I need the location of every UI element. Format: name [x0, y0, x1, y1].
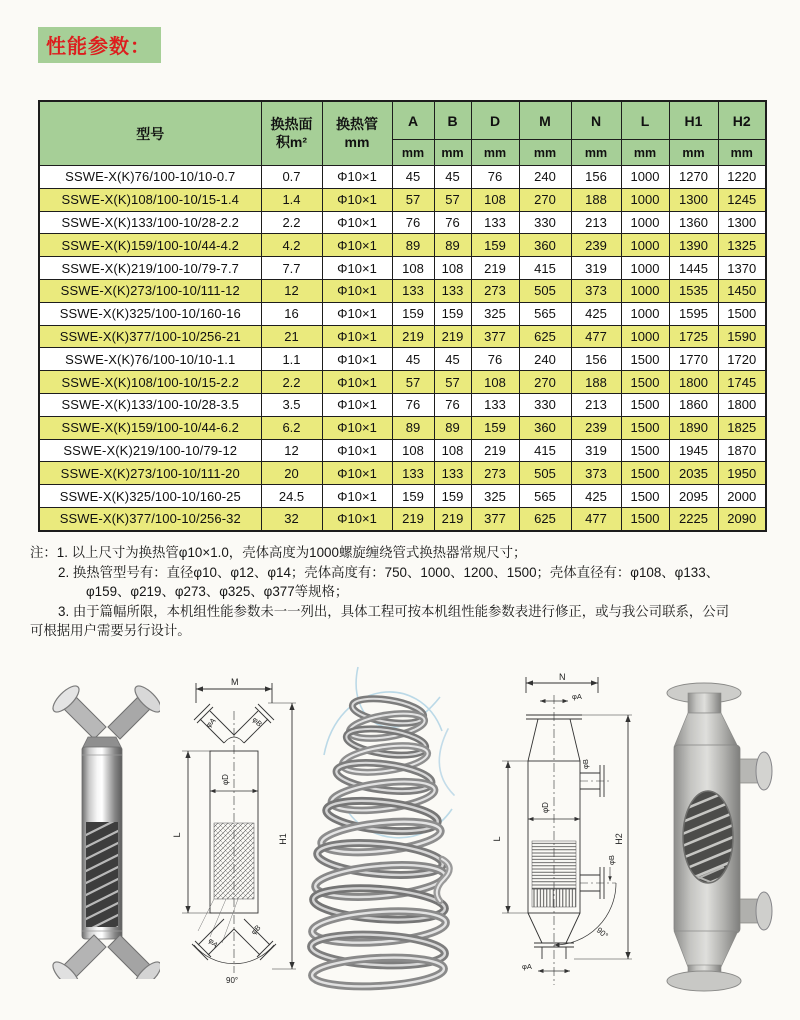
cell-a: 57 — [392, 188, 434, 211]
cell-area: 24.5 — [261, 485, 322, 508]
note-line-3: φ159、φ219、φ273、φ325、φ377等规格； — [86, 584, 349, 600]
cell-n: 319 — [571, 439, 621, 462]
dimension-drawing-type-n-svg — [478, 669, 646, 997]
cell-n: 156 — [571, 166, 621, 189]
table-row — [39, 439, 766, 462]
cell-model: SSWE-X(K)76/100-10/10-1.1 — [39, 348, 261, 371]
cell-l: 1000 — [621, 257, 669, 280]
dim-label-phia-bottom: φA — [206, 936, 220, 950]
cell-a: 159 — [392, 485, 434, 508]
dimension-drawing-type-x-svg — [168, 673, 300, 988]
dim-label-phib-top: φB — [250, 715, 264, 729]
cell-d: 133 — [471, 211, 519, 234]
cell-d: 76 — [471, 166, 519, 189]
cell-h1: 1535 — [669, 279, 718, 302]
cell-b: 57 — [434, 371, 471, 394]
cell-h2: 1450 — [718, 279, 766, 302]
cell-l: 1500 — [621, 416, 669, 439]
cell-b: 219 — [434, 507, 471, 530]
dim-label-angle: 90° — [594, 925, 610, 941]
cell-model: SSWE-X(K)133/100-10/28-3.5 — [39, 393, 261, 416]
cell-m: 240 — [519, 348, 571, 371]
cell-m: 625 — [519, 507, 571, 530]
cell-tube: Φ10×1 — [322, 325, 392, 348]
col-header-l: L — [621, 101, 669, 140]
cell-n: 373 — [571, 462, 621, 485]
unit-l: mm — [621, 140, 669, 166]
cell-h1: 1360 — [669, 211, 718, 234]
cell-a: 57 — [392, 371, 434, 394]
dim-label-phib-lower: φB — [607, 855, 616, 865]
col-header-area: 换热面 积m² — [261, 101, 322, 166]
cell-model: SSWE-X(K)273/100-10/111-20 — [39, 462, 261, 485]
table-row — [39, 416, 766, 439]
cell-a: 159 — [392, 302, 434, 325]
cell-a: 108 — [392, 439, 434, 462]
top-nozzles — [49, 682, 160, 749]
cell-l: 1000 — [621, 166, 669, 189]
cell-tube: Φ10×1 — [322, 462, 392, 485]
unit-m: mm — [519, 140, 571, 166]
table-row — [39, 188, 766, 211]
cell-h1: 1770 — [669, 348, 718, 371]
coil-bundle-photo-svg — [302, 659, 460, 991]
dim-label-n: N — [559, 672, 566, 682]
dim-label-phib-upper: φB — [581, 759, 590, 769]
cell-n: 156 — [571, 348, 621, 371]
cell-m: 240 — [519, 166, 571, 189]
cell-h2: 1950 — [718, 462, 766, 485]
cell-m: 565 — [519, 485, 571, 508]
table-row — [39, 348, 766, 371]
col-header-d: D — [471, 101, 519, 140]
cell-b: 89 — [434, 234, 471, 257]
col-header-b: B — [434, 101, 471, 140]
cell-d: 219 — [471, 257, 519, 280]
cell-d: 325 — [471, 302, 519, 325]
cell-model: SSWE-X(K)108/100-10/15-1.4 — [39, 188, 261, 211]
cell-n: 373 — [571, 279, 621, 302]
unit-h1: mm — [669, 140, 718, 166]
cell-area: 16 — [261, 302, 322, 325]
cell-h1: 2095 — [669, 485, 718, 508]
cell-d: 377 — [471, 507, 519, 530]
cell-d: 133 — [471, 393, 519, 416]
cell-area: 4.2 — [261, 234, 322, 257]
cell-h2: 1720 — [718, 348, 766, 371]
cell-area: 3.5 — [261, 393, 322, 416]
cell-l: 1000 — [621, 279, 669, 302]
cell-n: 213 — [571, 393, 621, 416]
dim-label-phid: φD — [541, 802, 550, 813]
product-photo-flanged — [652, 675, 792, 997]
dim-label-phid: φD — [221, 774, 230, 785]
cell-tube: Φ10×1 — [322, 348, 392, 371]
figures-strip — [0, 655, 800, 1015]
table-row — [39, 302, 766, 325]
cell-d: 108 — [471, 371, 519, 394]
cell-model: SSWE-X(K)273/100-10/111-12 — [39, 279, 261, 302]
cell-b: 57 — [434, 188, 471, 211]
cell-area: 2.2 — [261, 211, 322, 234]
dim-label-phia-top: φA — [204, 716, 218, 730]
cell-model: SSWE-X(K)219/100-10/79-12 — [39, 439, 261, 462]
cell-tube: Φ10×1 — [322, 188, 392, 211]
cell-d: 273 — [471, 462, 519, 485]
table-row — [39, 279, 766, 302]
cell-n: 188 — [571, 188, 621, 211]
cell-a: 108 — [392, 257, 434, 280]
cell-d: 159 — [471, 234, 519, 257]
cell-l: 1500 — [621, 371, 669, 394]
cell-h2: 1300 — [718, 211, 766, 234]
cell-tube: Φ10×1 — [322, 485, 392, 508]
cell-b: 108 — [434, 257, 471, 280]
dim-label-m: M — [231, 677, 239, 687]
cell-b: 133 — [434, 462, 471, 485]
cell-model: SSWE-X(K)219/100-10/79-7.7 — [39, 257, 261, 280]
cell-model: SSWE-X(K)159/100-10/44-6.2 — [39, 416, 261, 439]
cell-tube: Φ10×1 — [322, 507, 392, 530]
cell-h1: 1945 — [669, 439, 718, 462]
cell-b: 45 — [434, 166, 471, 189]
cell-l: 1500 — [621, 485, 669, 508]
table-row — [39, 485, 766, 508]
cell-tube: Φ10×1 — [322, 439, 392, 462]
cell-n: 239 — [571, 416, 621, 439]
cell-h1: 1595 — [669, 302, 718, 325]
cell-tube: Φ10×1 — [322, 416, 392, 439]
col-header-h1: H1 — [669, 101, 718, 140]
cell-tube: Φ10×1 — [322, 234, 392, 257]
cell-l: 1500 — [621, 507, 669, 530]
cell-b: 76 — [434, 393, 471, 416]
cell-a: 133 — [392, 462, 434, 485]
cell-d: 108 — [471, 188, 519, 211]
cell-h1: 1270 — [669, 166, 718, 189]
col-header-tube: 换热管 mm — [322, 101, 392, 166]
product-photo-polished-svg — [42, 677, 160, 979]
table-row — [39, 166, 766, 189]
cell-d: 219 — [471, 439, 519, 462]
cell-l: 1500 — [621, 348, 669, 371]
cell-model: SSWE-X(K)108/100-10/15-2.2 — [39, 371, 261, 394]
table-body — [39, 166, 766, 531]
cell-area: 12 — [261, 439, 322, 462]
cell-b: 76 — [434, 211, 471, 234]
table-row — [39, 257, 766, 280]
unit-h2: mm — [718, 140, 766, 166]
cell-a: 219 — [392, 507, 434, 530]
spec-table — [38, 100, 767, 532]
cell-h1: 1445 — [669, 257, 718, 280]
cell-area: 1.4 — [261, 188, 322, 211]
cell-model: SSWE-X(K)159/100-10/44-4.2 — [39, 234, 261, 257]
cell-h1: 1390 — [669, 234, 718, 257]
cell-h2: 1325 — [718, 234, 766, 257]
cell-n: 319 — [571, 257, 621, 280]
note-line-2: 2. 换热管型号有：直径φ10、φ12、φ14；壳体高度有：750、1000、1200、1500；壳体直径有：φ108、φ133、 — [58, 564, 720, 580]
cell-b: 45 — [434, 348, 471, 371]
note-line-5: 可根据用户需要另行设计。 — [30, 623, 191, 639]
unit-n: mm — [571, 140, 621, 166]
cell-a: 45 — [392, 348, 434, 371]
cell-m: 505 — [519, 279, 571, 302]
cell-l: 1000 — [621, 325, 669, 348]
bottom-flange — [667, 971, 741, 991]
cell-model: SSWE-X(K)76/100-10/10-0.7 — [39, 166, 261, 189]
col-header-model: 型号 — [39, 101, 261, 166]
col-header-h2: H2 — [718, 101, 766, 140]
table-row — [39, 211, 766, 234]
cell-tube: Φ10×1 — [322, 211, 392, 234]
unit-a: mm — [392, 140, 434, 166]
cell-m: 625 — [519, 325, 571, 348]
cell-h1: 1725 — [669, 325, 718, 348]
cell-l: 1000 — [621, 302, 669, 325]
cell-h2: 2090 — [718, 507, 766, 530]
cell-l: 1500 — [621, 439, 669, 462]
lower-nozzle — [740, 892, 772, 930]
cell-b: 159 — [434, 485, 471, 508]
cell-area: 0.7 — [261, 166, 322, 189]
cell-a: 89 — [392, 234, 434, 257]
cell-l: 1500 — [621, 393, 669, 416]
dim-label-l: L — [172, 832, 182, 838]
cell-n: 425 — [571, 485, 621, 508]
cell-tube: Φ10×1 — [322, 166, 392, 189]
cell-l: 1500 — [621, 462, 669, 485]
notes-block — [30, 543, 772, 641]
upper-nozzle — [740, 752, 772, 790]
product-photo-flanged-svg — [652, 675, 792, 997]
cell-a: 76 — [392, 211, 434, 234]
cell-d: 325 — [471, 485, 519, 508]
cell-a: 45 — [392, 166, 434, 189]
cell-m: 415 — [519, 257, 571, 280]
cell-h1: 1860 — [669, 393, 718, 416]
dim-label-h2: H2 — [614, 833, 624, 845]
cell-h2: 1370 — [718, 257, 766, 280]
cell-m: 360 — [519, 416, 571, 439]
cell-b: 108 — [434, 439, 471, 462]
cell-n: 477 — [571, 325, 621, 348]
cell-d: 273 — [471, 279, 519, 302]
cell-a: 219 — [392, 325, 434, 348]
cell-model: SSWE-X(K)377/100-10/256-21 — [39, 325, 261, 348]
table-row — [39, 393, 766, 416]
cell-h2: 1220 — [718, 166, 766, 189]
cell-m: 330 — [519, 211, 571, 234]
note-line-4: 3. 由于篇幅所限，本机组性能参数未一一列出，具体工程可按本机组性能参数表进行修正，或与我公司联系，公司 — [58, 603, 730, 619]
visible-coil — [82, 817, 122, 945]
dim-label-angle: 90° — [226, 976, 239, 985]
dim-label-phia-bottom: φA — [522, 962, 532, 971]
dimension-drawing-type-n — [478, 669, 646, 997]
cell-b: 133 — [434, 279, 471, 302]
cell-h2: 1245 — [718, 188, 766, 211]
cell-n: 188 — [571, 371, 621, 394]
cell-l: 1000 — [621, 234, 669, 257]
page-title: 性能参数： — [38, 27, 161, 63]
col-header-a: A — [392, 101, 434, 140]
cell-h2: 1590 — [718, 325, 766, 348]
cell-model: SSWE-X(K)377/100-10/256-32 — [39, 507, 261, 530]
cell-d: 377 — [471, 325, 519, 348]
coil-bundle-photo — [302, 659, 460, 991]
coil-rings — [310, 695, 454, 990]
cell-b: 219 — [434, 325, 471, 348]
unit-d: mm — [471, 140, 519, 166]
bottom-nozzles — [49, 927, 160, 979]
dim-label-phib-bottom: φB — [249, 923, 263, 937]
cell-tube: Φ10×1 — [322, 393, 392, 416]
cell-h2: 1800 — [718, 393, 766, 416]
cell-a: 133 — [392, 279, 434, 302]
cell-area: 12 — [261, 279, 322, 302]
cell-n: 239 — [571, 234, 621, 257]
dimension-drawing-type-x — [168, 673, 300, 988]
cell-area: 7.7 — [261, 257, 322, 280]
product-photo-polished — [42, 677, 160, 979]
table-row — [39, 234, 766, 257]
cell-d: 159 — [471, 416, 519, 439]
cell-m: 330 — [519, 393, 571, 416]
cell-area: 2.2 — [261, 371, 322, 394]
cell-b: 159 — [434, 302, 471, 325]
dim-label-phia-top: φA — [572, 692, 582, 701]
cell-n: 477 — [571, 507, 621, 530]
table-row — [39, 507, 766, 530]
cell-l: 1000 — [621, 211, 669, 234]
cell-a: 76 — [392, 393, 434, 416]
cell-l: 1000 — [621, 188, 669, 211]
cell-tube: Φ10×1 — [322, 257, 392, 280]
unit-b: mm — [434, 140, 471, 166]
col-header-n: N — [571, 101, 621, 140]
cell-area: 1.1 — [261, 348, 322, 371]
cell-d: 76 — [471, 348, 519, 371]
table-row — [39, 371, 766, 394]
cell-m: 360 — [519, 234, 571, 257]
cell-h1: 2035 — [669, 462, 718, 485]
cell-h1: 2225 — [669, 507, 718, 530]
cell-b: 89 — [434, 416, 471, 439]
cell-m: 565 — [519, 302, 571, 325]
table-row — [39, 325, 766, 348]
cell-h2: 1500 — [718, 302, 766, 325]
cell-area: 20 — [261, 462, 322, 485]
dim-label-l: L — [492, 836, 502, 842]
cell-area: 6.2 — [261, 416, 322, 439]
cell-n: 425 — [571, 302, 621, 325]
col-header-m: M — [519, 101, 571, 140]
cell-h1: 1890 — [669, 416, 718, 439]
cell-m: 415 — [519, 439, 571, 462]
cell-n: 213 — [571, 211, 621, 234]
cell-m: 270 — [519, 371, 571, 394]
note-line-1: 注：1. 以上尺寸为换热管φ10×1.0，壳体高度为1000螺旋缠绕管式换热器常规尺寸； — [30, 545, 527, 560]
dim-label-h1: H1 — [278, 833, 288, 845]
table-row — [39, 462, 766, 485]
cell-model: SSWE-X(K)325/100-10/160-25 — [39, 485, 261, 508]
cell-h2: 1870 — [718, 439, 766, 462]
cell-model: SSWE-X(K)133/100-10/28-2.2 — [39, 211, 261, 234]
cell-h1: 1800 — [669, 371, 718, 394]
cell-tube: Φ10×1 — [322, 279, 392, 302]
cell-model: SSWE-X(K)325/100-10/160-16 — [39, 302, 261, 325]
cell-area: 21 — [261, 325, 322, 348]
cell-m: 270 — [519, 188, 571, 211]
cell-a: 89 — [392, 416, 434, 439]
cell-h2: 1745 — [718, 371, 766, 394]
cell-h2: 1825 — [718, 416, 766, 439]
cell-area: 32 — [261, 507, 322, 530]
cell-h2: 2000 — [718, 485, 766, 508]
cell-h1: 1300 — [669, 188, 718, 211]
cell-m: 505 — [519, 462, 571, 485]
cell-tube: Φ10×1 — [322, 302, 392, 325]
cell-tube: Φ10×1 — [322, 371, 392, 394]
